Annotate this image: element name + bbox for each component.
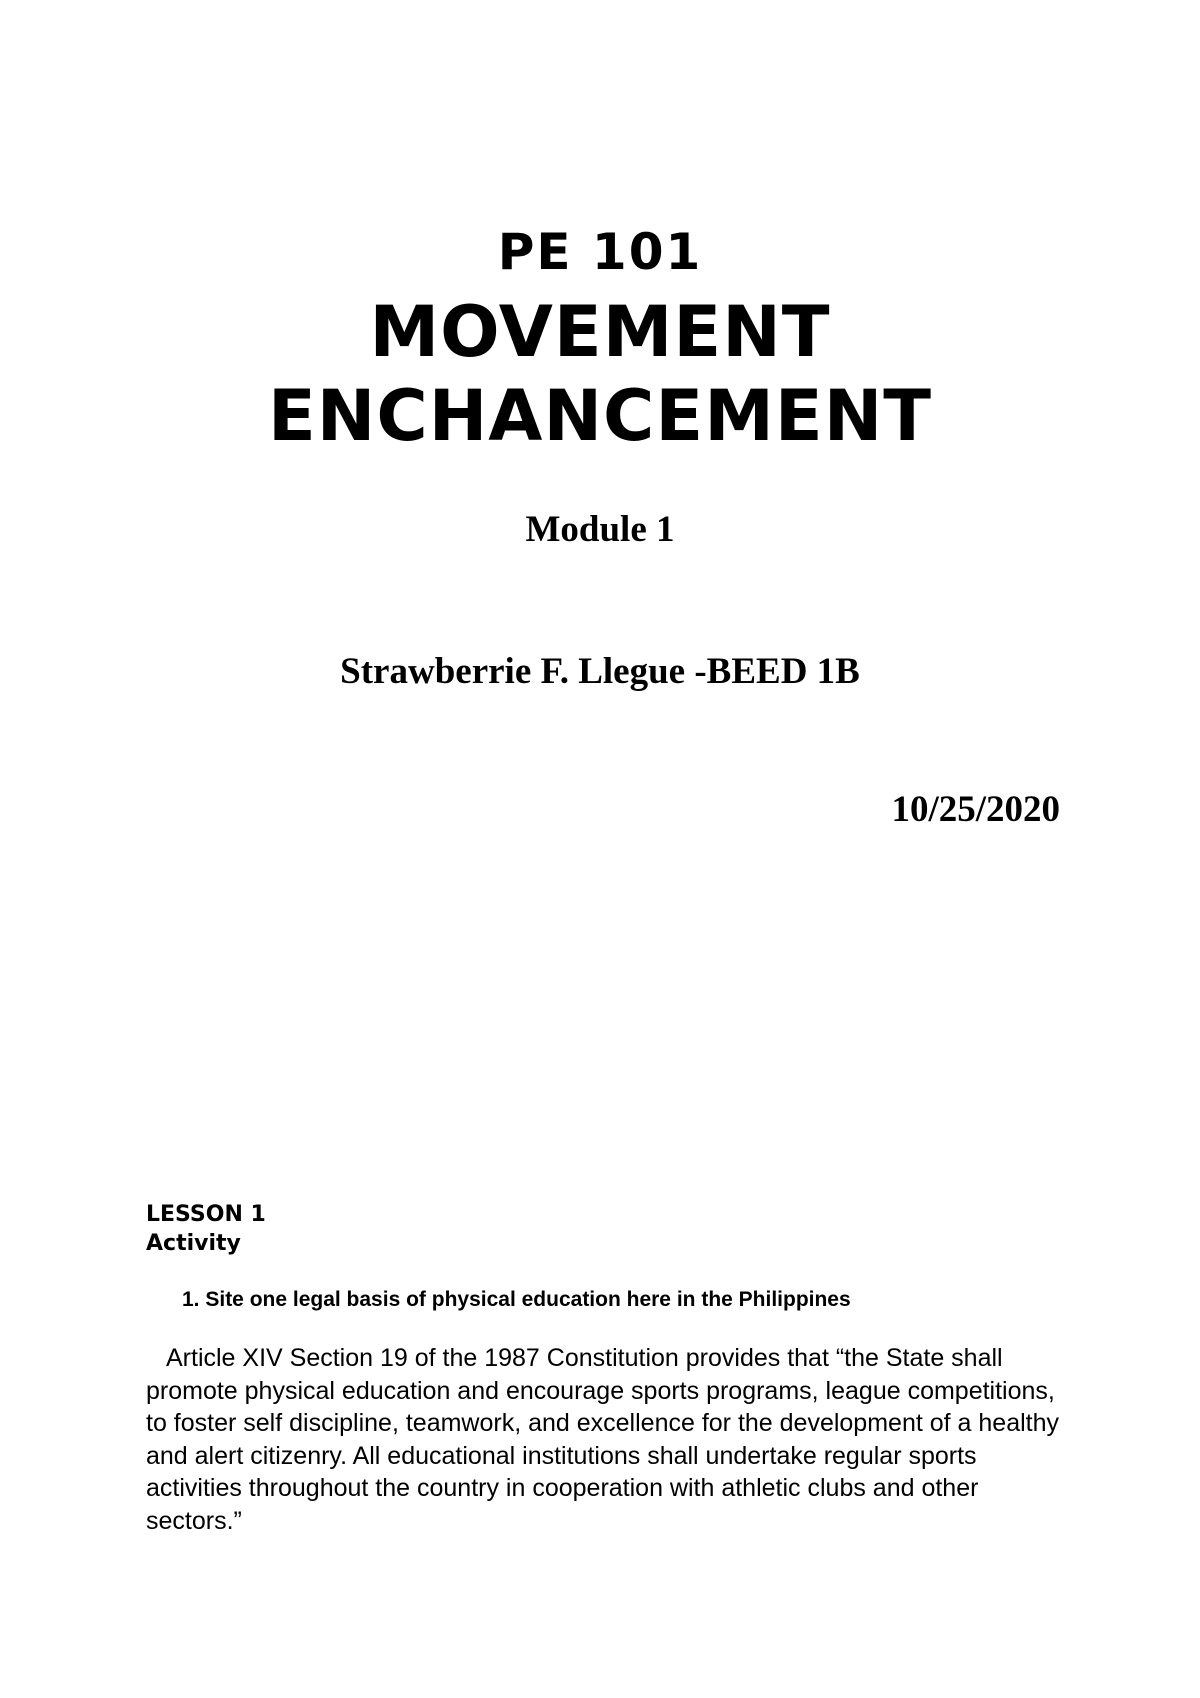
activity-answer: Article XIV Section 19 of the 1987 Constitution provides that “the State shall promote physical education and encourage sports programs, league competitions, to foster self discipline, teamwork, and excellence for the development of a healthy and alert citizenry. All educational institutions shall undertake regular sports activities throughout the country in cooperation with athletic clubs and other sectors.” bbox=[146, 1344, 1060, 1535]
student-name: Strawberrie F. Llegue -BEED 1B bbox=[340, 651, 860, 692]
submission-date: 10/25/2020 bbox=[891, 789, 1060, 830]
activity-question: 1. Site one legal basis of physical education here in the Philippines bbox=[182, 1288, 851, 1311]
course-code: PE 101 bbox=[497, 223, 703, 281]
course-title-line-1: MOVEMENT bbox=[369, 291, 831, 373]
course-title-line-2: ENCHANCEMENT bbox=[267, 375, 933, 457]
lesson-section: Activity bbox=[146, 1231, 241, 1256]
module-label: Module 1 bbox=[525, 509, 675, 550]
lesson-label: LESSON 1 bbox=[146, 1202, 266, 1227]
course-title bbox=[0, 290, 1200, 458]
lesson-heading bbox=[146, 1200, 266, 1258]
